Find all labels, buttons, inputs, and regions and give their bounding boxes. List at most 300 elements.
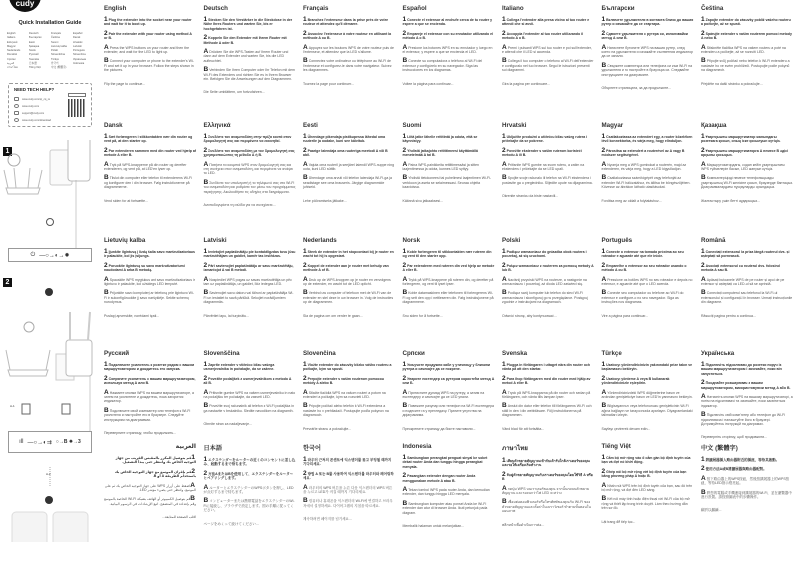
step-b [104, 176, 196, 189]
step-a [601, 43, 694, 59]
language-section [701, 350, 793, 445]
help-link-website[interactable]: www.cudy.com [14, 104, 39, 108]
tech-help-box [8, 83, 92, 127]
step-number: 1 [601, 248, 606, 255]
step-number: 2 [601, 29, 606, 37]
step-text: Включете удължителя в контакта близо до вашия рутер и изчакайте да се стартира. [601, 18, 694, 27]
language-index-item: Magyar [7, 44, 16, 48]
language-section [602, 350, 694, 436]
language-index-item: Indonesia [73, 62, 85, 66]
step-s1 [104, 18, 196, 27]
step-text: Emparelhe o extensor ao seu roteador usando o método A ou B. [601, 263, 687, 273]
step-number: A [502, 43, 507, 51]
step-number: A [701, 160, 706, 168]
step-text: Yhdistä tietokoneesi tai puhelimesi laajentimen Wi-Fi-verkkoon ja aseta se selaimessasi. Seuraa ohjeita kaavioissa. [402, 176, 492, 190]
step-text: Pair the extender with your router using method A or B. [104, 31, 192, 41]
step-a [502, 484, 594, 496]
continue-note: Lehe pööramiseks jätkake... [303, 198, 347, 203]
language-title: Eesti [303, 122, 318, 129]
language-index-item: Русский [29, 53, 39, 57]
step-number: 1 [104, 248, 108, 255]
step-s2 [701, 29, 793, 41]
step-text: 라우터 근처의 콘센트에 익스텐더를 꽂고 부팅될 때까지 기다리세요. [303, 458, 392, 467]
step-number: A [104, 160, 109, 168]
cudy-logo: cudy [9, 0, 41, 12]
language-title: Italiano [502, 5, 524, 12]
step-s1 [701, 458, 793, 462]
step-s1 [602, 363, 694, 372]
language-index-item: Deutsch [29, 32, 39, 35]
step-s1 [403, 363, 495, 372]
step-number: B [104, 406, 109, 414]
step-number: A [104, 275, 109, 283]
step-text: Uzatıcıyı yönlendiricinizin yakınındaki prize takın ve başlamasını bekleyin. [601, 363, 693, 372]
step-s2 [104, 261, 196, 273]
language-section [303, 237, 395, 323]
continue-note: Obrnite stran za nadaljevanje... [203, 422, 252, 427]
step-number: B [601, 495, 607, 503]
step-number: 2 [502, 29, 506, 37]
step-number: B [402, 174, 408, 182]
step-b [303, 59, 395, 72]
step-text: Povežite svoj računalnik ali telefon z Wi-Fi podaljška in ga nastavite v brskalniku. Sledite navodilom na diagramih. [203, 404, 295, 413]
step-number: 2 [402, 146, 407, 154]
step-number: 1 [303, 16, 307, 23]
language-title: Slovenščina [203, 350, 240, 357]
step-text: Маршрутизатордағы, содан кейін ұзартқыштағы WPS түймелерін басып, LED жануын күтіңіз. [701, 162, 785, 172]
step-number: 1 [601, 454, 606, 461]
step-number: B [303, 174, 308, 182]
language-title: English [104, 5, 127, 12]
language-title: Українська [701, 350, 735, 357]
step-s2 [203, 374, 296, 386]
step-text: Spauskite WPS mygtukus ant savo maršrutizatoriaus ir ilgintuvo ir palaukite, kol užsidegs LED lemputė. [104, 277, 195, 287]
step-text: Stiskněte tlačítka WPS na vašem routeru a poté na extenderu a počkejte, až se rozsvítí LED. [701, 45, 786, 55]
language-index-item: Eesti [29, 40, 35, 44]
step-number: A [701, 393, 706, 401]
language-index-item: العربية [7, 62, 15, 66]
step-text: Koppel de extender aan je router met behulp van methode A of B. [303, 263, 389, 273]
step-text: Koble datamaskinen eller telefonen til forlengerens Wi-Fi og sett den opp i nettleseren din. Følg instruksjonene på diagrammene. [402, 291, 494, 305]
step-number: A [303, 275, 308, 283]
step-text: 라우터의 WPS 버튼을 누른 다음 익스텐더의 WPS 버튼을 누르고 LED가 켜질 때까지 기다리세요. [303, 485, 393, 495]
step-text: Nyomja meg a WPS gombokat a routerén, majd az extenderen, és várja meg, hogy a LED kigyulladjon. [601, 162, 687, 172]
step-text: Підключіть свій комп'ютер або телефон до Wi-Fi підсилювача і налаштуйте його в браузері. Дотримуйтесь інструкцій на діаграмах. [701, 413, 786, 427]
step-text: Tryk på WPS-knapperne på din router og derefter extenderen, og vent på, at LED'en lyser op. [104, 162, 187, 172]
step-number: A [402, 43, 408, 51]
step-number: A [601, 275, 607, 283]
step-number: 1 [402, 248, 407, 255]
step-text: Πατήστε τα κουμπιά WPS στον δρομολογητή σας και στη συνέχεια στον αναμεταδότη, και περιμένετε να ανάψει το LED. [203, 162, 293, 176]
step-s2 [303, 469, 395, 481]
step-number: B [502, 174, 507, 182]
step-number: A [502, 484, 507, 492]
language-index-item: Українська [73, 57, 86, 61]
step-b [402, 499, 495, 515]
step-s2 [104, 29, 196, 41]
step-b [403, 291, 495, 304]
step-number: B [203, 289, 209, 297]
help-link-download[interactable]: www.cudy.com/download [14, 118, 51, 122]
step-a [502, 275, 594, 287]
step-text: Paarige laiendaja oma ruuteriga meetodi A või B abil. [303, 148, 388, 158]
step-a [104, 388, 196, 404]
step-a [701, 395, 793, 408]
step-number: 2 [203, 261, 208, 269]
step-s2 [203, 261, 296, 273]
language-section [204, 350, 296, 432]
step-s2 [104, 374, 196, 386]
step-a [303, 483, 395, 495]
step-number: A [402, 275, 408, 283]
continue-note: Преокрените страницу да бисте наставили... [402, 426, 476, 431]
step-number: 1 [502, 16, 506, 23]
qr-header [68, 93, 86, 97]
step-number: B [701, 174, 706, 182]
step-number: 2 [402, 472, 407, 480]
step-text: Plugga in förlängaren i uttaget nära din router och vänta på att den startar. [502, 363, 591, 372]
step-text: Conectați extensorul la priza lângă routerul dvs. și așteptați să pornească. [701, 250, 790, 259]
language-title: Latviski [203, 237, 227, 244]
step-text: Połącz wzmacniacz z routerem za pomocą metody A lub B. [502, 263, 594, 273]
language-section [602, 443, 694, 529]
step-number: B [402, 499, 408, 507]
step-number: 1 [303, 248, 307, 255]
continue-note: Жалғастыру үшін бетті аударыңыз... [701, 198, 760, 203]
step-number: B [104, 289, 109, 297]
step-s1 [403, 135, 495, 144]
step-s1 [303, 135, 395, 144]
step-text: Zaprite extender v vtičnico blizu vašega usmerjevalnika in počakajte, da se zažene. [203, 363, 275, 372]
step-s2 [502, 470, 594, 482]
wps-button-icon [22, 404, 30, 414]
language-title: Español [402, 5, 427, 12]
step-text: Prijunkite savo kompiuterį ar telefoną prie ilgintuvo Wi-Fi ir sukonfigūruokite jį savo naršyklėje. Sekite schemų nurodymus. [104, 291, 194, 305]
continue-note: اقلب الصفحة للمتابعة... [162, 515, 196, 520]
step-s1 [701, 18, 793, 27]
step-text: Verbind uw computer of telefoon met de Wi-Fi van de extender en stel deze in uw browser in. Volg de instructies op de diagrammen. [303, 291, 394, 305]
globe-icon [14, 104, 19, 108]
step-number: 2 [303, 261, 307, 269]
step-number: 2 [402, 29, 407, 37]
step-number: 1 [502, 248, 506, 255]
step-a [104, 43, 196, 55]
router-device [6, 188, 40, 194]
step-text: Συνδέστε τον αναμεταδότη στην πρίζα κοντά στον δρομολογητή σας και περιμένετε να εκκινηθεί. [203, 135, 292, 144]
step-text: قم بتوصيل المكرر بالمقبس القريب من جهاز التوجيه الخاص بك وانتظر حتى يبدأ التشغيل. [115, 456, 196, 465]
step-s2 [601, 146, 694, 158]
continue-note: Flip the page to continue... [104, 81, 146, 86]
step-text: Ұзартқышты маршрутизаторға A немесе B әдісі арқылы қосыңыз. [701, 148, 789, 158]
step-a [502, 43, 594, 55]
step-number: A [104, 43, 109, 51]
step-text: Ühendage pikendaja pistikupessa lähedal oma ruuterile ja oodake, kuni see käivitub. [303, 135, 386, 144]
step-s1 [303, 458, 395, 467]
step-b [602, 404, 694, 417]
step-number: B [402, 57, 408, 65]
step-text: قم بإقران الموسع مع جهاز التوجيه الخاص بك باستخدام الطريقة A أو B. [114, 469, 196, 479]
step-b [701, 488, 793, 500]
step-number: A [402, 486, 408, 494]
step-number: B [303, 57, 308, 65]
step-text: 컴퓨터나 휴대폰을 익스텐더의 Wi-Fi에 연결하고 브라우저에서 설정하세요. 다이어그램의 지침을 따르세요. [303, 499, 393, 508]
language-title: Српски [402, 350, 425, 357]
step-s1 [602, 18, 694, 27]
language-title: Nederlands [303, 237, 337, 244]
step-text: Plug the extender into the socket near your router and wait for it to boot up. [104, 18, 192, 27]
step-b [701, 59, 793, 72]
step-text: Druk op de WPS-knoppen op je router en vervolgens op de extender, en wacht tot de LED oplicht. [303, 277, 391, 287]
globe-icon [8, 154, 20, 166]
continue-note: Fordítsa meg az oldalt a folytatáshoz... [601, 198, 662, 203]
step-text: Anslut din dator eller telefon till förlängarens Wi-Fi och ställ in den i din webbläsare. Följ instruktionerna på diagrammen. [502, 404, 592, 418]
led-sequence-2: ıll —○→◐⇉ ○→B ✹→3 [8, 431, 92, 453]
step-number: 1 [402, 361, 407, 368]
step-number: 1 [601, 16, 606, 23]
step-s2 [402, 261, 495, 273]
step-number: 2 [303, 469, 307, 477]
language-title: العربية [175, 443, 196, 450]
step-b [303, 291, 395, 304]
help-link-email[interactable]: support@cudy.com [14, 111, 44, 115]
language-index-item: Nederlands [7, 49, 21, 53]
step-number: 2 [303, 29, 307, 37]
continue-note: 계속하려면 페이지를 넘기세요... [303, 517, 352, 522]
step-s1 [403, 250, 495, 259]
step-s2 [402, 29, 495, 41]
step-text: Натиснете бутоните WPS на вашия рутер, след което на удължителя и изчакайте съответния индикатор да се запали. [601, 45, 693, 59]
step-number: A [701, 43, 706, 51]
step-text: Párosítsa az extendert a routerével az A vagy B módszer segítségével. [601, 148, 685, 158]
step-b [104, 497, 196, 506]
step-2-diagram [0, 282, 100, 542]
language-section [403, 443, 495, 533]
language-section [502, 443, 594, 532]
language-index-item: Français [51, 32, 61, 35]
language-section [104, 350, 196, 440]
method-a-icon [45, 288, 53, 296]
language-index-item: Svenska [29, 57, 39, 61]
step-b [602, 176, 694, 189]
step-number: 1 [104, 361, 108, 368]
step-text: Apăsați butoanele WPS de pe router și apoi de pe extensor și așteptați ca LED-ul să se aprindă. [701, 277, 785, 287]
language-index-item: Hrvatski [73, 40, 83, 44]
continue-note: Pārvērtiet lapu, lai turpinātu... [203, 313, 250, 318]
step-number: 1 [601, 133, 606, 140]
step-number: B [303, 289, 308, 297]
language-index-item: Türkçe [51, 57, 59, 61]
step-b [502, 291, 594, 304]
language-index-item: Lietuvių kalba [51, 44, 67, 48]
step-s2 [104, 467, 196, 479]
step-a [104, 275, 196, 287]
continue-note: Prevráťte stranu a pokračujte... [303, 426, 352, 431]
step-a [502, 160, 594, 172]
step-a [303, 275, 395, 287]
step-number: 1 [303, 456, 307, 463]
language-index-item: Български [29, 36, 42, 40]
step-text: Sæt forlængeren i stikkontakten nær din router og vent på, at den starter op. [104, 135, 193, 144]
step-s2 [701, 146, 793, 158]
step-number: A [203, 388, 209, 396]
step-a [203, 483, 296, 495]
step-number: 1 [203, 456, 208, 463]
link-icon [14, 97, 19, 101]
step-text: Poruokite ilgintuvą su savo maršrutizatoriumi naudodami A arba B metodą. [104, 263, 185, 273]
step-text: Koble forlengeren til stikkontakten nær ruteren din og vent til den starter opp. [402, 250, 492, 259]
step-text: Povežite ekstender s vašim ruterom koristeći metodu A ili B. [502, 148, 582, 158]
step-b [204, 499, 296, 512]
step-number: 1 [303, 361, 307, 368]
step-s1 [502, 250, 594, 259]
language-section [104, 5, 196, 91]
step-text: Csatlakoztassa számítógépét vagy telefonját az extender Wi-Fi hálózatához, és állítsa be böngészőjében. Kövesse az ábrákon látható utasításokat. [601, 176, 691, 190]
language-title: 한국어 [303, 445, 321, 452]
language-title: ภาษาไทย [502, 445, 528, 452]
step-number: 2 [303, 146, 307, 154]
language-title: 中文 (繁體字) [701, 445, 738, 452]
step-number: A [701, 474, 706, 482]
language-index-item: Español [73, 32, 83, 35]
step-number: B [104, 57, 109, 65]
step-number: A [303, 388, 308, 396]
step-number: A [203, 160, 209, 168]
phone-home-screen [12, 512, 47, 542]
language-title: Русский [104, 350, 130, 357]
language-section [104, 443, 196, 525]
step-text: Verbinden Sie Ihren Computer oder Ihr Telefon mit dem Wi-Fi des Extenders und richten Sie es in Ihrem Browser ein. Befolgen Sie die Anweisungen auf den Diagrammen. [203, 68, 295, 82]
step-s1 [701, 363, 793, 376]
step-b [303, 176, 395, 189]
step-number: 2 [402, 374, 407, 382]
step-text: Ühendage oma arvuti või telefon laiendaja Wi-Fi-ga ja seadistage see oma brauseris. Järgige diagrammide juhiseid. [303, 176, 392, 190]
step-number: B [502, 57, 507, 65]
language-title: Română [701, 237, 726, 244]
step-text: اضغط على أزرار WPS على جهاز التوجيه الخاص بك ثم على الموسع، وانتظر حتى يضيء مؤشر LED. [104, 483, 196, 493]
signal-icon: ıll [19, 439, 24, 445]
step-s1 [502, 363, 594, 372]
step-number: 2 [203, 469, 208, 477]
step-number: 1 [701, 133, 705, 140]
continue-note: Lật trang để tiếp tục... [601, 519, 636, 524]
step-number: A [502, 388, 507, 396]
step-number: B [601, 402, 607, 410]
step-text: Uzatıcıyı yönteme A veya B kullanarak yönlendiricinizle eşleştirin. [601, 376, 670, 386]
step-b [104, 406, 196, 422]
continue-note: Snu siden for å fortsette... [402, 313, 443, 318]
language-section [403, 237, 495, 323]
step-b [104, 59, 196, 72]
step-s1 [602, 456, 694, 465]
step-a [203, 160, 296, 176]
help-link-qr[interactable]: www.cudy.com/qr_cq_re [14, 97, 50, 101]
step-a [402, 388, 495, 400]
step-text: Συνδέστε τον αναμεταδότη με τον δρομολογητή σας χρησιμοποιώντας τη μέθοδο Α ή Β. [203, 148, 295, 158]
step-s2 [303, 29, 395, 41]
step-s2 [701, 467, 793, 471]
step-s2 [104, 146, 196, 158]
step-text: Trykk på WPS-knappene på ruteren din, og deretter på forlengeren, og vent til lyset lyser. [402, 277, 494, 287]
step-number: 1 [104, 16, 108, 23]
language-section [204, 5, 296, 100]
step-text: Spárujte extender s vaším routerem pomocí metody A nebo B. [701, 31, 792, 41]
language-section [701, 443, 793, 518]
step-text: Uključite produžni u utičnicu blizu vašeg rutera i pričekajte da se pokrene. [502, 135, 588, 144]
step-s2 [303, 374, 395, 386]
step-text: Yönlendiricinizdeki WPS düğmelerine basın ve ardından genişleticiye basın ve LED'in yanmasını bekleyin. [601, 390, 693, 400]
step-b [204, 404, 296, 413]
step-text: เสียบตัวขยายสัญญาณเข้ากับเต้ารับใกล้เราเตอร์ของคุณและรอให้เครื่องเริ่มทำงาน [502, 459, 590, 468]
step-number: 1 [203, 16, 208, 23]
step-number: 2 [104, 261, 108, 269]
step-s2 [502, 261, 594, 273]
language-index [7, 32, 95, 71]
step-text: Připojte svůj počítač nebo telefon k Wi-Fi extenderu a nastavte ho ve svém prohlížeči. Postupujte podle pokynů na diagramech. [701, 59, 790, 73]
step-number: B [601, 174, 607, 182]
language-title: Hrvatski [502, 122, 527, 129]
continue-note: Vend siden for at fortsætte... [104, 198, 148, 203]
extender-device [68, 140, 90, 181]
step-s1 [701, 250, 793, 259]
step-number: B [502, 402, 507, 410]
step-a [701, 474, 793, 486]
language-title: Deutsch [203, 5, 228, 12]
wps-button-icon [62, 404, 70, 414]
step-text: Povežite podaljšek z usmerjevalnikom z metodo A ali B. [203, 376, 292, 386]
step-a [203, 388, 296, 400]
step-number: B [701, 289, 706, 297]
step-text: Steek de extender in het stopcontact bij je router en wacht tot hij is opgestart. [303, 250, 394, 259]
step-text: Conecte o extensor na tomada próxima ao seu roteador e aguarde até que ele inicie. [601, 250, 684, 259]
step-a [104, 160, 196, 172]
step-number: A [104, 388, 109, 396]
continue-note: Sayfayı çevirerek devam edin... [601, 426, 651, 431]
step-number: 1 [502, 361, 506, 368]
step-a [701, 160, 793, 172]
step-text: 使用方法A或B將擴展器與路由器配對。 [705, 467, 767, 472]
step-a [701, 275, 793, 287]
continue-note: Membalik halaman untuk melanjutkan... [402, 524, 465, 529]
step-text: Компьютеріңізді немесе телефоныңызды ұзартқыштың Wi-Fi желісіне қосып, браузерде баптаңыз. Диаграммалардағы нұсқауларды орындаңыз. [701, 176, 793, 190]
step-number: 2 [601, 146, 606, 154]
step-b [203, 178, 296, 194]
step-s2 [402, 374, 495, 386]
step-text: Нажмите кнопки WPS на вашем маршрутизаторе, а затем на усилителе и дождитесь, пока загорится индикатор. [104, 390, 194, 404]
step-s1 [104, 456, 196, 465]
step-number: 1 [203, 133, 208, 140]
continue-note: Переверніть сторінку, щоб продовжити... [701, 435, 768, 440]
language-title: Indonesia [402, 443, 432, 450]
step-b [502, 404, 594, 417]
label-a2: A-2 [46, 472, 51, 476]
step-number: B [203, 402, 209, 410]
step-number: 2 [701, 379, 705, 387]
step-text: Csatlakoztassa az extendert egy, a router közelében lévő konnektorba, és várja meg, hogy elinduljon. [601, 135, 693, 144]
step-text: Pasangkan extender dengan router Anda menggunakan metode A atau B. [402, 474, 476, 483]
continue-note: Die Seite umblättern, um fortzufahren... [203, 90, 265, 95]
step-a [601, 388, 694, 400]
step-text: Conectați computerul sau telefonul la Wi-Fi-ul extensorului și configurați-l în browser. Urmați instrucțiunile din diagrame. [701, 291, 793, 305]
step-number: B [104, 174, 109, 182]
continue-note: Käännä sivu jatkaaksesi... [402, 198, 443, 203]
step-a [601, 481, 694, 493]
step-text: Подключите усилитель к розетке рядом с вашим маршрутизатором и дождитесь его запуска. [104, 363, 195, 372]
step-text: Collega il tuo computer o telefono al Wi-Fi dell'extender e configuralo nel tuo browser. Segui le istruzioni presenti sui diagrammi. [502, 59, 594, 73]
step-number: 1 [502, 133, 506, 140]
step-1-marker: 1 [3, 147, 12, 156]
step-text: Para ihop förlängaren med din router med hjälp av metod A eller B. [502, 376, 591, 386]
label-a1: A-1 [10, 404, 15, 408]
